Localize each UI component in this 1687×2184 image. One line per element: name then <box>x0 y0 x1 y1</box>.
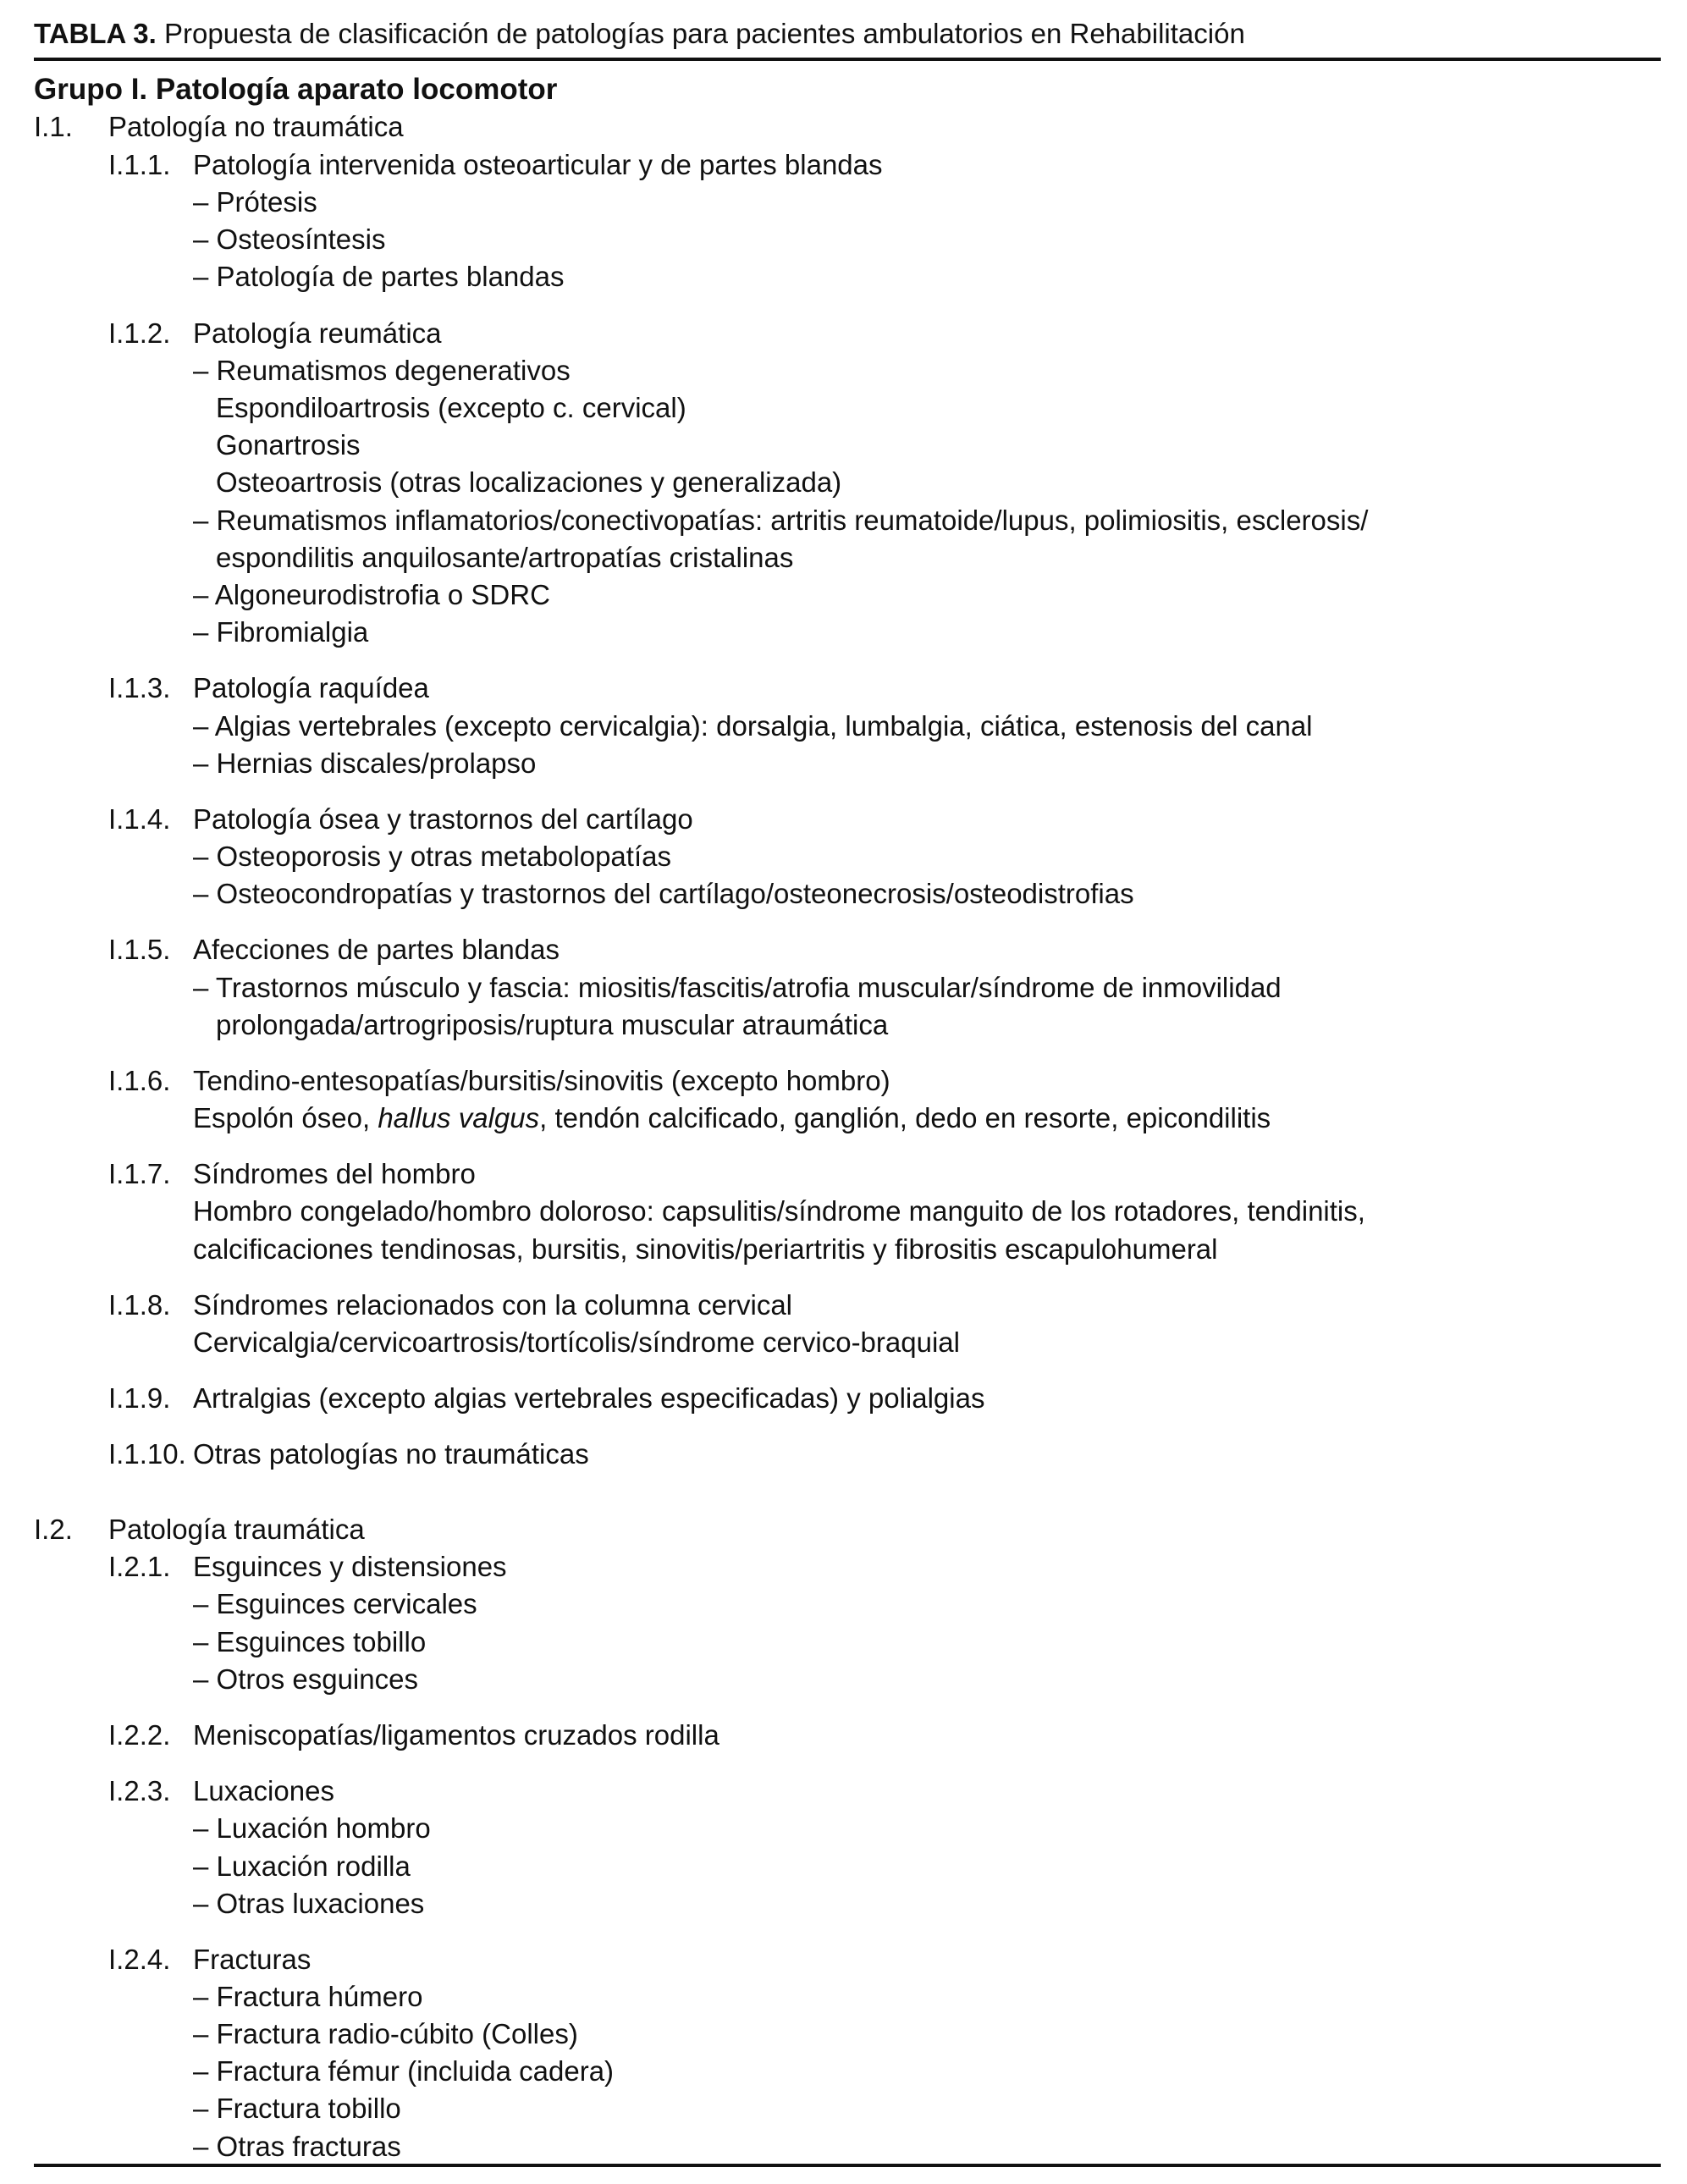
list-item: – Prótesis <box>193 186 317 218</box>
bottom-rule <box>34 2164 1661 2167</box>
top-rule <box>34 58 1661 61</box>
subsection-number: I.1.2. <box>108 317 171 349</box>
group-title: Grupo I. Patología aparato locomotor <box>34 73 558 106</box>
list-item: – Esguinces tobillo <box>193 1626 427 1657</box>
subsection-number: I.1.6. <box>108 1065 171 1096</box>
list-item: – Fractura radio-cúbito (Colles) <box>193 2018 578 2049</box>
list-item: Osteoartrosis (otras localizaciones y generalizada) <box>216 466 842 498</box>
caption-text: Propuesta de clasificación de patologías para pacientes ambulatorios en Rehabilitación <box>164 18 1245 49</box>
subsection-number: I.2.1. <box>108 1551 171 1582</box>
subsection-number: I.1.8. <box>108 1289 171 1321</box>
subsection-number: I.1.9. <box>108 1382 171 1414</box>
list-item: – Reumatismos degenerativos <box>193 355 571 386</box>
list-item: – Otras luxaciones <box>193 1888 425 1919</box>
subsection-label: Artralgias (excepto algias vertebrales especificadas) y polialgias <box>193 1382 985 1414</box>
subsection-number: I.1.4. <box>108 803 171 835</box>
list-item: – Fractura húmero <box>193 1981 423 2012</box>
list-item: Gonartrosis <box>216 429 361 461</box>
subsection-number: I.1.1. <box>108 149 171 180</box>
list-item: – Hernias discales/prolapso <box>193 747 537 779</box>
detail-text: , tendón calcificado, ganglión, dedo en resorte, epicondilitis <box>539 1102 1271 1133</box>
subsection-number: I.2.4. <box>108 1944 171 1975</box>
detail-italic-term: hallus valgus <box>378 1102 540 1133</box>
list-item: – Fractura tobillo <box>193 2093 401 2124</box>
subsection-number: I.1.5. <box>108 934 171 965</box>
subsection-label: Fracturas <box>193 1944 311 1975</box>
subsection-detail <box>193 1100 1271 1137</box>
list-item: – Osteosíntesis <box>193 223 386 255</box>
subsection-number: I.1.7. <box>108 1158 171 1189</box>
subsection-number: I.2.2. <box>108 1719 171 1751</box>
section-number: I.2. <box>34 1514 73 1545</box>
list-item: – Fractura fémur (incluida cadera) <box>193 2055 615 2087</box>
subsection-number: I.1.10. <box>108 1438 186 1470</box>
subsection-label: Meniscopatías/ligamentos cruzados rodilla <box>193 1719 719 1751</box>
subsection-detail: Cervicalgia/cervicoartrosis/tortícolis/síndrome cervico-braquial <box>193 1326 960 1358</box>
subsection-label: Luxaciones <box>193 1775 334 1806</box>
list-item: – Luxación rodilla <box>193 1850 411 1882</box>
list-item: – Trastornos músculo y fascia: miositis/fascitis/atrofia muscular/síndrome de inmovilidad <box>193 972 1282 1003</box>
subsection-number: I.2.3. <box>108 1775 171 1806</box>
subsection-label: Síndromes del hombro <box>193 1158 476 1189</box>
section-label: Patología no traumática <box>108 111 404 142</box>
list-item: – Osteocondropatías y trastornos del cartílago/osteonecrosis/osteodistrofias <box>193 878 1134 909</box>
subsection-label: Esguinces y distensiones <box>193 1551 507 1582</box>
subsection-detail: Hombro congelado/hombro doloroso: capsulitis/síndrome manguito de los rotadores, tendinitis, <box>193 1195 1365 1227</box>
subsection-label: Afecciones de partes blandas <box>193 934 560 965</box>
list-item: – Fibromialgia <box>193 616 369 648</box>
list-item: – Otras fracturas <box>193 2131 401 2162</box>
subsection-label: Patología intervenida osteoarticular y de partes blandas <box>193 149 883 180</box>
subsection-label: Otras patologías no traumáticas <box>193 1438 589 1470</box>
list-item: – Patología de partes blandas <box>193 261 565 292</box>
section-number: I.1. <box>34 111 73 142</box>
subsection-label: Síndromes relacionados con la columna cervical <box>193 1289 793 1321</box>
list-item: – Esguinces cervicales <box>193 1588 477 1619</box>
subsection-label: Patología ósea y trastornos del cartílago <box>193 803 693 835</box>
detail-text: Espolón óseo, <box>193 1102 378 1133</box>
list-item: prolongada/artrogriposis/ruptura muscular atraumática <box>216 1009 889 1040</box>
subsection-label: Tendino-entesopatías/bursitis/sinovitis (excepto hombro) <box>193 1065 890 1096</box>
list-item: – Luxación hombro <box>193 1812 431 1844</box>
list-item: Espondiloartrosis (excepto c. cervical) <box>216 392 686 423</box>
list-item: – Reumatismos inflamatorios/conectivopatías: artritis reumatoide/lupus, polimiositis, esclerosis/ <box>193 505 1369 536</box>
subsection-label: Patología raquídea <box>193 672 429 703</box>
list-item: espondilitis anquilosante/artropatías cristalinas <box>216 542 794 573</box>
list-item: – Osteoporosis y otras metabolopatías <box>193 841 671 872</box>
table-caption <box>34 15 1245 52</box>
subsection-label: Patología reumática <box>193 317 442 349</box>
subsection-number: I.1.3. <box>108 672 171 703</box>
list-item: – Otros esguinces <box>193 1663 418 1695</box>
caption-label: TABLA 3. <box>34 18 157 49</box>
list-item: – Algias vertebrales (excepto cervicalgia): dorsalgia, lumbalgia, ciática, estenosis del canal <box>193 710 1313 742</box>
subsection-detail: calcificaciones tendinosas, bursitis, sinovitis/periartritis y fibrositis escapulohumeral <box>193 1233 1218 1265</box>
section-label: Patología traumática <box>108 1514 365 1545</box>
list-item: – Algoneurodistrofia o SDRC <box>193 579 550 610</box>
